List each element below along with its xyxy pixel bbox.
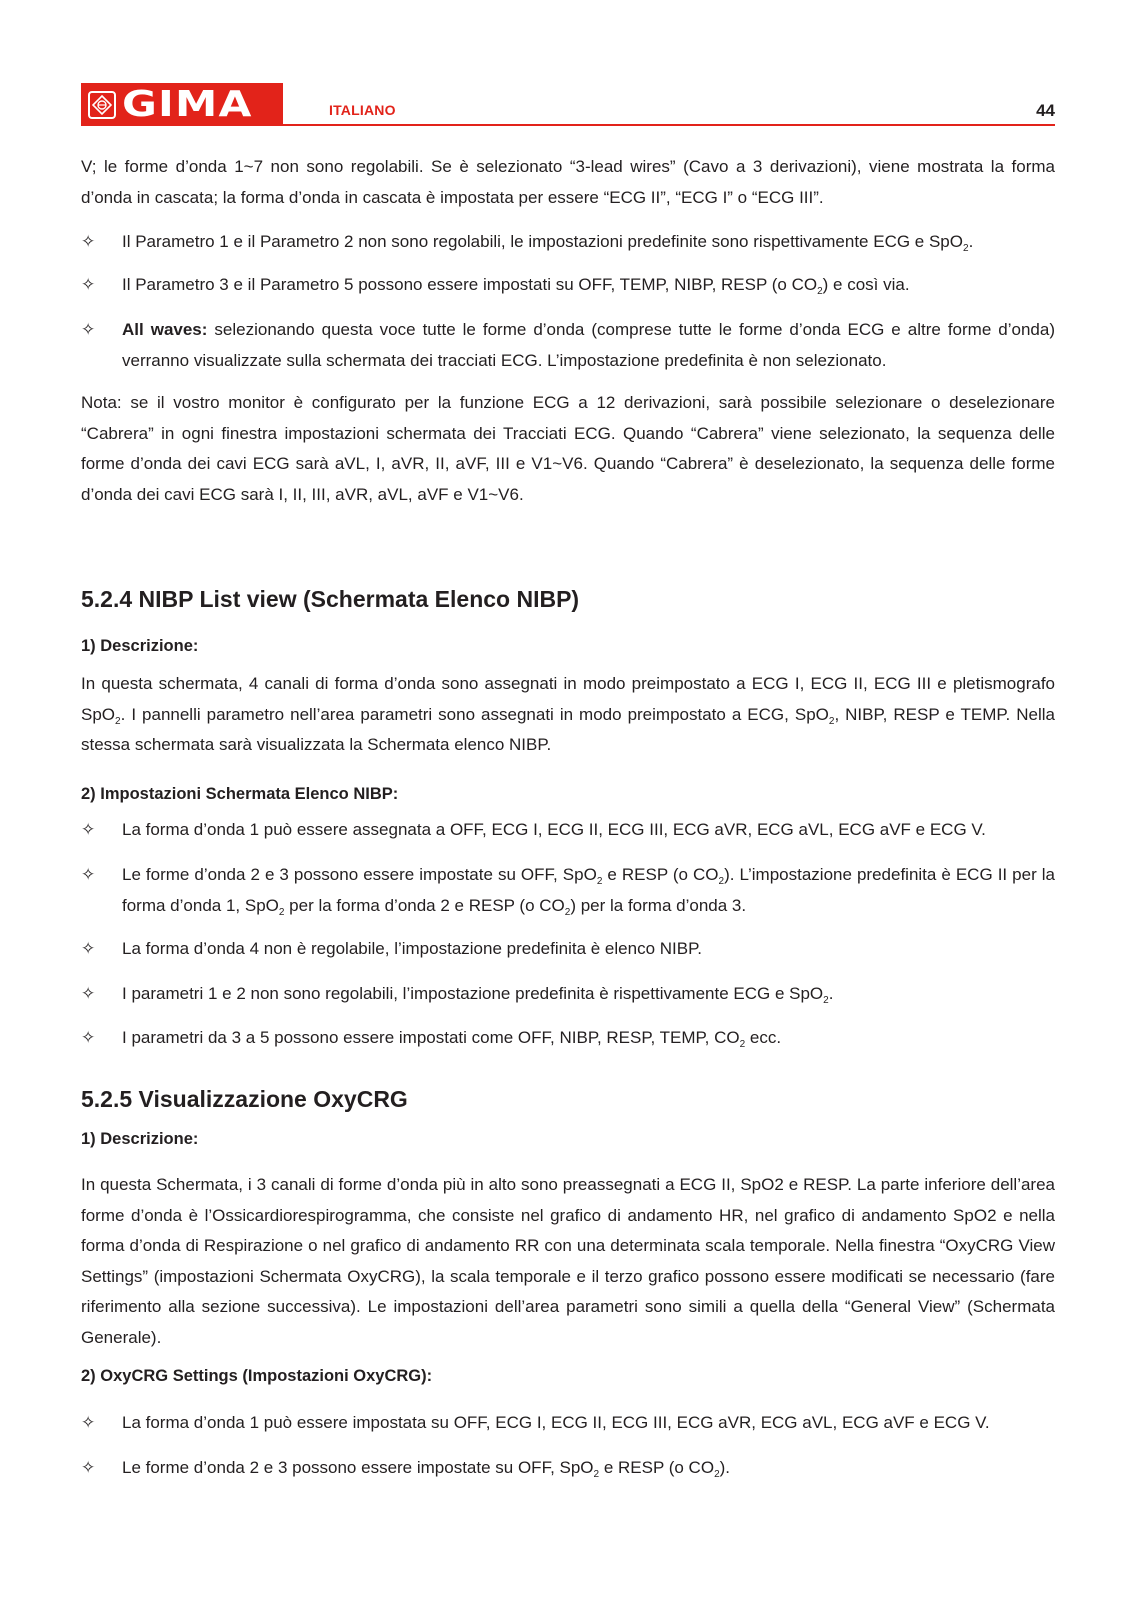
subheading-description: 1) Descrizione: bbox=[81, 1130, 199, 1148]
logo-text: GIMA bbox=[122, 84, 253, 125]
list-item: ✧ Il Parametro 1 e il Parametro 2 non sono regolabili, le impostazioni predefinite sono rispettivamente ECG e SpO$_2$. bbox=[81, 227, 1055, 258]
description-paragraph: In questa Schermata, i 3 canali di forme d’onda più in alto sono preassegnati a ECG II, SpO2 e RESP. La parte inferiore dell’area forme d’onda è l’Ossicardiorespirogramma, che consiste nel grafico di andamento HR, nel grafico di andamento SpO2 e nella forma d’onda di Respirazione o nel grafico di andamento RR con una determinata scala temporale. Nella finestra “OxyCRG View Settings” (impostazioni Schermata OxyCRG), la scala temporale e il terzo grafico possono essere modificati se necessario (fare riferimento alla sezione successiva). Le impostazioni dell’area parametri sono simili a quella della “General View” (Schermata Generale). bbox=[81, 1175, 1055, 1347]
bullet-icon: ✧ bbox=[81, 865, 96, 885]
section-title-5-2-4: 5.2.4 NIBP List view (Schermata Elenco NIBP) bbox=[81, 586, 580, 612]
list-item: ✧ Le forme d’onda 2 e 3 possono essere impostate su OFF, SpO$_2$ e RESP (o $CO_2$). L’impostazione predefinita è ECG II per la forma d’onda 1, SpO$_2$ per la forma d’onda 2 e RESP (o $CO_2$) per la forma d’onda 3. bbox=[81, 860, 1055, 921]
bullet-icon: ✧ bbox=[81, 1028, 96, 1048]
list-item: ✧ I parametri da 3 a 5 possono essere impostati come OFF, NIBP, RESP, TEMP, $CO_2$ ecc. bbox=[81, 1023, 1055, 1054]
intro-paragraph: V; le forme d’onda 1~7 non sono regolabili. Se è selezionato “3-lead wires” (Cavo a 3 derivazioni), viene mostrata la forma d’onda in cascata; la forma d’onda in cascata è impostata per essere “ECG II”, “ECG I” o “ECG III”. bbox=[81, 157, 1055, 207]
gima-emblem-icon bbox=[88, 91, 116, 119]
list-item: ✧ All waves: selezionando questa voce tutte le forme d’onda (comprese tutte le forme d’onda ECG e altre forme d’onda) verranno visualizzate sulla schermata dei tracciati ECG. L’impostazione predefinita è non selezionato. bbox=[81, 315, 1055, 376]
description-paragraph: In questa schermata, 4 canali di forma d’onda sono assegnati in modo preimpostato a ECG I, ECG II, ECG III e pletismografo SpO$_2$. I pannelli parametro nell’area parametri sono assegnati in modo preimpostato a ECG, SpO$_2$, NIBP, RESP e TEMP. Nella stessa schermata sarà visualizzata la Schermata elenco NIBP. bbox=[81, 674, 1055, 754]
subheading-settings: 2) OxyCRG Settings (Impostazioni OxyCRG): bbox=[81, 1367, 433, 1385]
gima-logo bbox=[81, 83, 283, 126]
subheading-description: 1) Descrizione: bbox=[81, 637, 199, 655]
list-item: ✧ Il Parametro 3 e il Parametro 5 possono essere impostati su OFF, TEMP, NIBP, RESP (o $CO_2$) e così via. bbox=[81, 270, 1055, 301]
bold-term: All waves: bbox=[122, 320, 208, 339]
bullet-icon: ✧ bbox=[81, 1458, 96, 1478]
page-header bbox=[81, 83, 1055, 127]
bullet-icon: ✧ bbox=[81, 1413, 96, 1433]
section-title-5-2-5: 5.2.5 Visualizzazione OxyCRG bbox=[81, 1086, 408, 1112]
bullet-icon: ✧ bbox=[81, 275, 96, 295]
bullet-icon: ✧ bbox=[81, 320, 96, 340]
bullet-icon: ✧ bbox=[81, 939, 96, 959]
list-item: ✧ La forma d’onda 1 può essere impostata su OFF, ECG I, ECG II, ECG III, ECG aVR, ECG aVL, ECG aVF e ECG V. bbox=[81, 1408, 1055, 1439]
page-number: 44 bbox=[1036, 101, 1055, 120]
list-item: ✧ Le forme d’onda 2 e 3 possono essere impostate su OFF, SpO$_2$ e RESP (o $CO_2$). bbox=[81, 1453, 1055, 1484]
bullet-icon: ✧ bbox=[81, 820, 96, 840]
language-label: ITALIANO bbox=[329, 102, 396, 118]
list-item: ✧ La forma d’onda 4 non è regolabile, l’impostazione predefinita è elenco NIBP. bbox=[81, 934, 1055, 965]
list-item: ✧ La forma d’onda 1 può essere assegnata a OFF, ECG I, ECG II, ECG III, ECG aVR, ECG aVL, ECG aVF e ECG V. bbox=[81, 815, 1055, 846]
list-item: ✧ I parametri 1 e 2 non sono regolabili, l’impostazione predefinita è rispettivamente ECG e SpO$_2$. bbox=[81, 979, 1055, 1010]
bullet-icon: ✧ bbox=[81, 984, 96, 1004]
header-rule bbox=[283, 124, 1055, 126]
note-paragraph: Nota: se il vostro monitor è configurato per la funzione ECG a 12 derivazioni, sarà possibile selezionare o deselezionare “Cabrera” in ogni finestra impostazioni schermata dei Tracciati ECG. Quando “Cabrera” viene selezionato, la sequenza delle forme d’onda dei cavi ECG sarà aVL, I, aVR, II, aVF, III e V1~V6. Quando “Cabrera” è deselezionato, la sequenza delle forme d’onda dei cavi ECG sarà I, II, III, aVR, aVL, aVF e V1~V6. bbox=[81, 393, 1055, 504]
subheading-settings: 2) Impostazioni Schermata Elenco NIBP: bbox=[81, 785, 399, 803]
bullet-icon: ✧ bbox=[81, 232, 96, 252]
